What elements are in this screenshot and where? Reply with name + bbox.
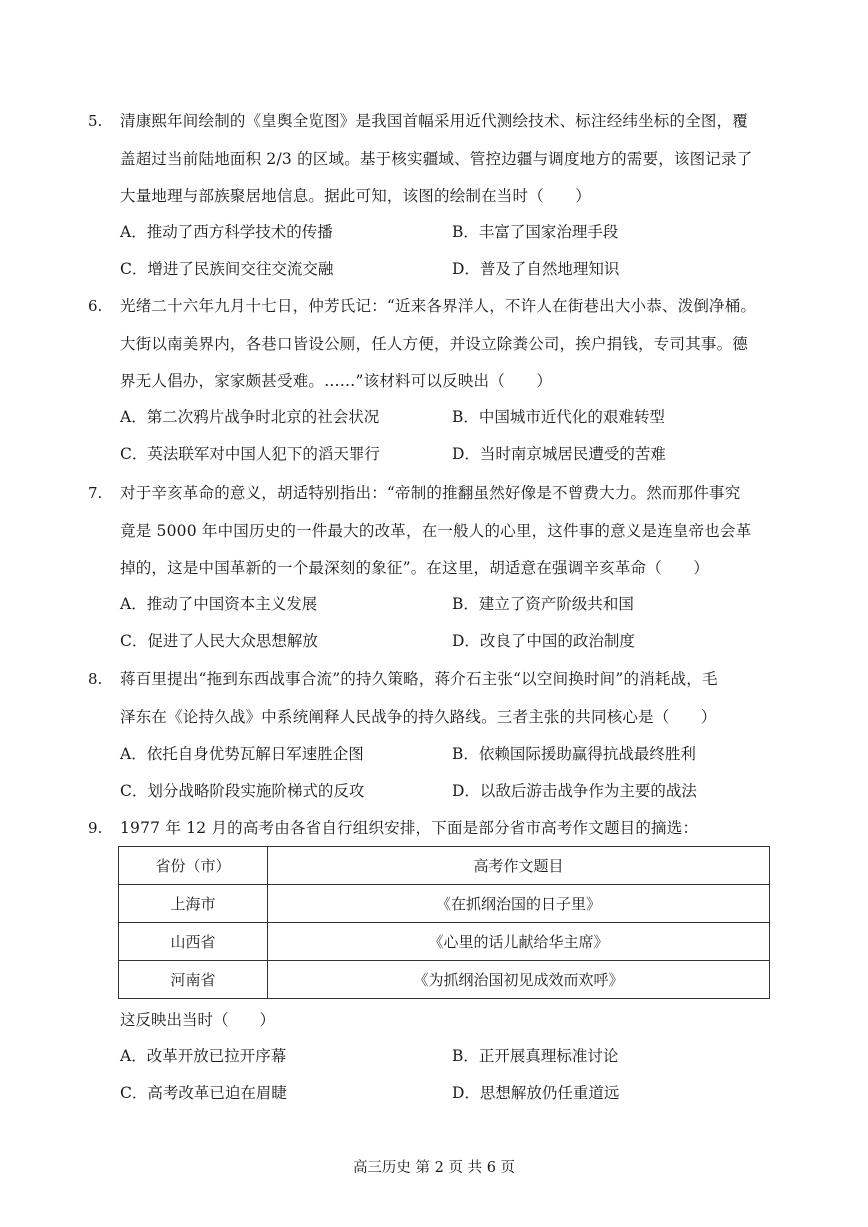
stem-line: 界无人倡办，家家颇甚受难。……”该材料可以反映出（ ） [120,372,553,390]
table-cell: 山西省 [119,923,268,961]
stem-line: 泽东在《论持久战》中系统阐释人民战争的持久路线。三者主张的共同核心是（ ） [120,707,717,726]
table-cell: 河南省 [119,961,268,999]
table-header-cell: 高考作文题目 [268,847,770,885]
question-number: 5. [88,112,103,130]
question-number: 8. [88,670,103,688]
option-b: B．建立了资产阶级共和国 [452,595,634,613]
option-c: C．促进了人民大众思想解放 [120,632,318,650]
question-stem [120,288,772,401]
option-b: B．依赖国际援助赢得抗战最终胜利 [452,745,696,763]
option-a: A．依托自身优势瓦解日军速胜企图 [120,745,364,763]
option-b: B．正开展真理标准讨论 [452,1047,619,1065]
option-a: A．推动了中国资本主义发展 [120,595,318,613]
question-stem [120,810,772,848]
stem-line: 掉的，这是中国革新的一个最深刻的象征”。在这里，胡适意在强调辛亥革命（ ） [120,559,710,577]
question-number: 9. [88,819,103,837]
option-d: D．思想解放仍任重道远 [452,1084,620,1102]
question-number: 7. [88,484,103,502]
stem-line: 光绪二十六年九月十七日，仲芳氏记：“近来各界洋人，不许人在街巷出大小恭、泼倒净桶。 [120,297,757,315]
table-cell: 《心里的话儿献给华主席》 [268,923,770,961]
table-row [119,961,770,999]
option-a: A．改革开放已拉开序幕 [120,1047,287,1065]
stem-line: 1977 年 12 月的高考由各省自行组织安排，下面是部分省市高考作文题目的摘选： [120,819,699,837]
stem-line: 盖超过当前陆地面积 2/3 的区域。基于核实疆域、管控边疆与调度地方的需要，该图记录了 [120,149,753,168]
question-number: 6. [88,297,103,315]
table-header-cell: 省份（市） [119,847,268,885]
table-cell: 《在抓纲治国的日子里》 [268,885,770,923]
page-footer: 高三历史 第 2 页 共 6 页 [352,1160,516,1176]
option-a: A．第二次鸦片战争时北京的社会状况 [120,408,380,426]
option-c: C．划分战略阶段实施阶梯式的反攻 [120,782,365,800]
option-a: A．推动了西方科学技术的传播 [120,223,333,241]
option-d: D．当时南京城居民遭受的苦难 [452,445,666,463]
stem-line: 大量地理与部族聚居地信息。据此可知，该图的绘制在当时（ ） [120,187,592,205]
stem-line: 大街以南美界内，各巷口皆设公厕，任人方便，并设立除粪公司，挨户捐钱，专司其事。德 [120,334,749,353]
question-stem [120,103,772,216]
question-prompt: 这反映出当时（ ） [120,1011,276,1029]
question-stem [120,475,772,588]
option-b: B．中国城市近代化的艰难转型 [452,408,665,426]
stem-line: 竟是 5000 年中国历史的一件最大的改革，在一般人的心里，这件事的意义是连皇帝也会革 [120,521,752,540]
table-cell: 上海市 [119,885,268,923]
option-d: D．以敌后游击战争作为主要的战法 [452,782,697,800]
option-d: D．改良了中国的政治制度 [452,632,635,650]
stem-line: 蒋百里提出“拖到东西战事合流”的持久策略，蒋介石主张“以空间换时间”的消耗战，毛 [120,670,718,688]
option-d: D．普及了自然地理知识 [452,260,620,278]
option-c: C．英法联军对中国人犯下的滔天罪行 [120,445,380,463]
option-b: B．丰富了国家治理手段 [452,223,619,241]
essay-topics-table [118,846,770,999]
option-c: C．增进了民族间交往交流交融 [120,260,334,278]
table-row [119,885,770,923]
question-stem [120,661,772,736]
table-header-row [119,847,770,885]
table-row [119,923,770,961]
table-cell: 《为抓纲治国初见成效而欢呼》 [268,961,770,999]
stem-line: 清康熙年间绘制的《皇舆全览图》是我国首幅采用近代测绘技术、标注经纬坐标的全图，覆 [120,112,749,130]
option-c: C．高考改革已迫在眉睫 [120,1084,287,1102]
stem-line: 对于辛亥革命的意义，胡适特别指出：“帝制的推翻虽然好像是不曾费大力。然而那件事究 [120,484,741,502]
